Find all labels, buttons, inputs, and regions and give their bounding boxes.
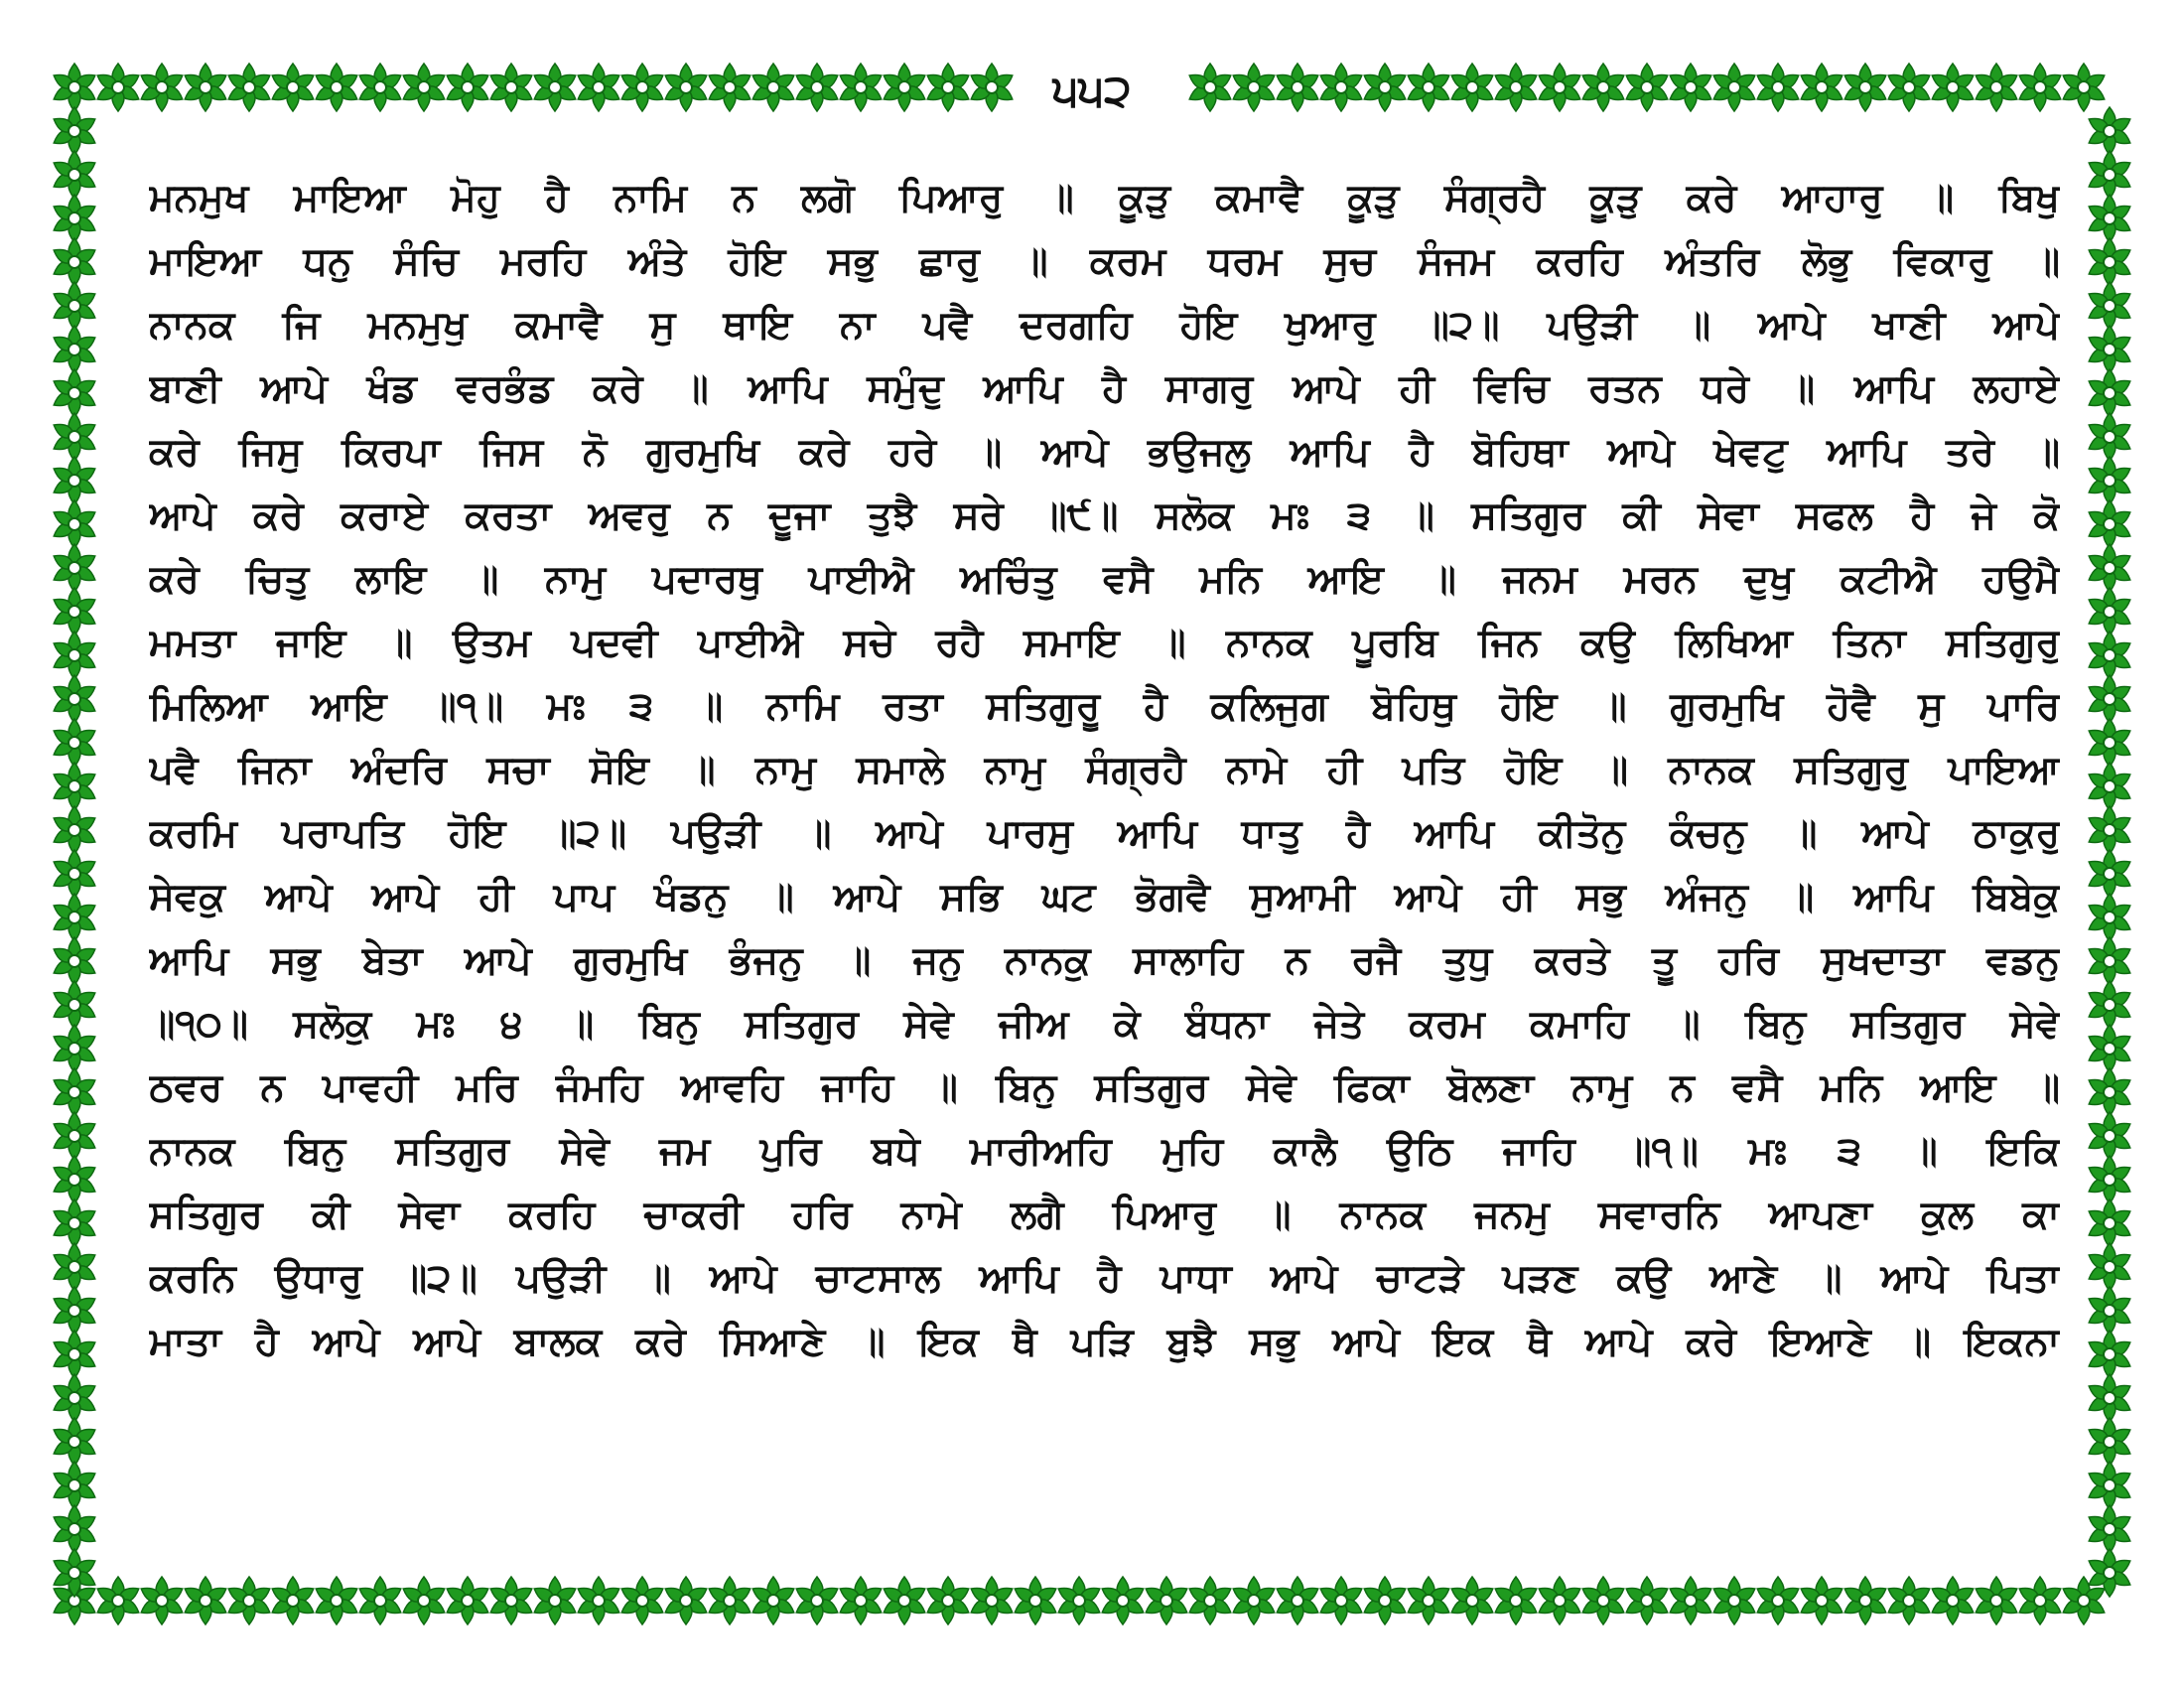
flower-icon [51,282,98,330]
flower-icon [313,1577,360,1624]
flower-icon [487,64,535,111]
flower-icon [2086,500,2133,548]
flower-icon [2086,806,2133,854]
flower-icon [750,1577,797,1624]
flower-icon [1885,1577,1933,1624]
flower-icon [2086,195,2133,242]
flower-icon [225,64,273,111]
text-line: ਆਪਿ ਸਭੁ ਬੇਤਾ ਆਪੇ ਗੁਰਮੁਖਿ ਭੰਜਨੁ ॥ ਜਨੁ ਨਾਨਕੁ ਸਾਲਾਹਿ ਨ ਰਜੈ ਤੁਧੁ ਕਰਤੇ ਤੂ ਹਰਿ ਸੁਖਦਾਤਾ ਵਡਨੁ [149,938,2060,983]
text-line: ਨਾਨਕ ਬਿਨੁ ਸਤਿਗੁਰ ਸੇਵੇ ਜਮ ਪੁਰਿ ਬਧੇ ਮਾਰੀਅਹਿ ਮੁਹਿ ਕਾਲੈ ਉਠਿ ਜਾਹਿ ॥੧॥ ਮਃ ੩ ॥ ਇਕਿ [149,1129,2060,1174]
flower-icon [575,64,622,111]
flower-icon [2086,850,2133,898]
flower-icon [2086,981,2133,1029]
flower-icon [837,1577,885,1624]
flower-icon [1667,1577,1714,1624]
flower-icon [1317,64,1365,111]
flower-icon [1186,1577,1234,1624]
flower-icon [1012,1577,1059,1624]
flower-icon [51,1331,98,1378]
flower-icon [2086,1243,2133,1291]
text-line: ਮਾਇਆ ਧਨੁ ਸੰਚਿ ਮਰਹਿ ਅੰਤੇ ਹੋਇ ਸਭੁ ਛਾਰੁ ॥ ਕਰਮ ਧਰਮ ਸੁਚ ਸੰਜਮ ਕਰਹਿ ਅੰਤਰਿ ਲੋਭੁ ਵਿਕਾਰੁ ॥ [149,239,2060,284]
flower-icon [1754,1577,1802,1624]
flower-icon [51,675,98,723]
flower-icon [51,937,98,985]
flower-icon [924,64,972,111]
flower-icon [51,850,98,898]
text-line: ਪਵੈ ਜਿਨਾ ਅੰਦਰਿ ਸਚਾ ਸੋਇ ॥ ਨਾਮੁ ਸਮਾਲੇ ਨਾਮੁ ਸੰਗ੍ਰਹੈ ਨਾਮੇ ਹੀ ਪਤਿ ਹੋਇ ॥ ਨਾਨਕ ਸਤਿਗੁਰੁ ਪਾਇਆ [149,748,2060,792]
flower-icon [2086,675,2133,723]
flower-icon [968,1577,1016,1624]
text-line: ਕਰਮਿ ਪਰਾਪਤਿ ਹੋਇ ॥੨॥ ਪਉੜੀ ॥ ਆਪੇ ਪਾਰਸੁ ਆਪਿ ਧਾਤੁ ਹੈ ਆਪਿ ਕੀਤੋਨੁ ਕੰਚਨੁ ॥ ਆਪੇ ਠਾਕੁਰੁ [149,811,2060,856]
flower-icon [51,894,98,941]
flower-icon [2086,1287,2133,1335]
flower-icon [1667,64,1714,111]
flower-icon [51,195,98,242]
flower-icon [51,719,98,767]
flower-icon [444,1577,491,1624]
flower-icon [2086,544,2133,592]
flower-icon [1929,1577,1977,1624]
flower-icon [269,1577,317,1624]
flower-icon [1274,64,1321,111]
flower-icon [138,1577,186,1624]
flower-icon [51,632,98,679]
flower-icon [531,1577,579,1624]
flower-icon [1274,1577,1321,1624]
flower-icon [706,64,753,111]
flower-icon [1361,64,1409,111]
flower-icon [2086,282,2133,330]
flower-icon [1710,64,1758,111]
flower-icon [618,64,666,111]
flower-icon [269,64,317,111]
flower-icon [1143,1577,1190,1624]
flower-icon [1230,1577,1278,1624]
flower-icon [94,1577,142,1624]
flower-icon [618,1577,666,1624]
flower-icon [1973,64,2020,111]
flower-icon [356,1577,404,1624]
page-number: ੫੫੨ [1052,66,1132,116]
flower-icon [1317,1577,1365,1624]
text-line: ਬਾਣੀ ਆਪੇ ਖੰਡ ਵਰਭੰਡ ਕਰੇ ॥ ਆਪਿ ਸਮੁੰਦੁ ਆਪਿ ਹੈ ਸਾਗਰੁ ਆਪੇ ਹੀ ਵਿਚਿ ਰਤਨ ਧਰੇ ॥ ਆਪਿ ਲਹਾਏ [149,366,2060,411]
flower-icon [1842,64,1889,111]
flower-icon [51,107,98,155]
flower-icon [356,64,404,111]
flower-icon [51,544,98,592]
flower-icon [2086,1418,2133,1466]
flower-icon [1492,1577,1540,1624]
flower-icon [2086,588,2133,635]
flower-icon [1973,1577,2020,1624]
flower-icon [793,1577,841,1624]
flower-icon [706,1577,753,1624]
flower-icon [2086,1505,2133,1553]
flower-icon [313,64,360,111]
flower-icon [2086,763,2133,810]
flower-icon [1361,1577,1409,1624]
flower-icon [444,64,491,111]
flower-icon [1798,64,1845,111]
flower-icon [1929,64,1977,111]
flower-icon [1579,64,1627,111]
flower-icon [1623,64,1671,111]
flower-icon [2086,894,2133,941]
flower-icon [182,1577,229,1624]
flower-icon [1492,64,1540,111]
flower-icon [182,64,229,111]
flower-icon [1405,64,1452,111]
flower-icon [51,1374,98,1422]
flower-icon [750,64,797,111]
flower-icon [51,326,98,373]
flower-icon [2086,632,2133,679]
text-line: ਮਮਤਾ ਜਾਇ ॥ ਉਤਮ ਪਦਵੀ ਪਾਈਐ ਸਚੇ ਰਹੈ ਸਮਾਇ ॥ ਨਾਨਕ ਪੂਰਬਿ ਜਿਨ ਕਉ ਲਿਖਿਆ ਤਿਨਾ ਸਤਿਗੁਰੁ [149,621,2060,665]
flower-icon [51,1418,98,1466]
flower-icon [51,413,98,461]
flower-icon [51,1068,98,1116]
flower-icon [1579,1577,1627,1624]
flower-icon [2086,107,2133,155]
flower-icon [400,1577,448,1624]
text-line: ॥੧੦॥ ਸਲੋਕੁ ਮਃ ੪ ॥ ਬਿਨੁ ਸਤਿਗੁਰ ਸੇਵੇ ਜੀਅ ਕੇ ਬੰਧਨਾ ਜੇਤੇ ਕਰਮ ਕਮਾਹਿ ॥ ਬਿਨੁ ਸਤਿਗੁਰ ਸੇਵੇ [149,1002,2060,1047]
flower-icon [1405,1577,1452,1624]
flower-icon [2086,1025,2133,1072]
flower-icon [1536,64,1583,111]
flower-icon [1230,64,1278,111]
text-line: ਮਿਲਿਆ ਆਇ ॥੧॥ ਮਃ ੩ ॥ ਨਾਮਿ ਰਤਾ ਸਤਿਗੁਰੂ ਹੈ ਕਲਿਜੁਗ ਬੋਹਿਥੁ ਹੋਇ ॥ ਗੁਰਮੁਖਿ ਹੋਵੈ ਸੁ ਪਾਰਿ [149,684,2060,729]
text-line: ਕਰੇ ਚਿਤੁ ਲਾਇ ॥ ਨਾਮੁ ਪਦਾਰਥੁ ਪਾਈਐ ਅਚਿੰਤੁ ਵਸੈ ਮਨਿ ਆਇ ॥ ਜਨਮ ਮਰਨ ਦੁਖੁ ਕਟੀਐ ਹਉਮੈ [149,557,2060,602]
flower-icon [662,64,710,111]
flower-icon [2086,1068,2133,1116]
flower-icon [2086,1112,2133,1160]
text-line: ਮਨਮੁਖ ਮਾਇਆ ਮੋਹੁ ਹੈ ਨਾਮਿ ਨ ਲਗੋ ਪਿਆਰੁ ॥ ਕੂੜੁ ਕਮਾਵੈ ਕੂੜੁ ਸੰਗ੍ਰਹੈ ਕੂੜੁ ਕਰੇ ਆਹਾਰੁ ॥ ਬਿਖੁ [149,176,2060,220]
flower-icon [2086,151,2133,199]
flower-icon [487,1577,535,1624]
flower-icon [51,151,98,199]
flower-icon [1842,1577,1889,1624]
flower-icon [2060,64,2108,111]
flower-icon [2086,413,2133,461]
flower-icon [1448,1577,1496,1624]
flower-icon [793,64,841,111]
flower-icon [1055,1577,1103,1624]
flower-icon [924,1577,972,1624]
text-line: ਸੇਵਕੁ ਆਪੇ ਆਪੇ ਹੀ ਪਾਪ ਖੰਡਨੁ ॥ ਆਪੇ ਸਭਿ ਘਟ ਭੋਗਵੈ ਸੁਆਮੀ ਆਪੇ ਹੀ ਸਭੁ ਅੰਜਨੁ ॥ ਆਪਿ ਬਿਬੇਕੁ [149,875,2060,919]
flower-icon [51,369,98,417]
flower-icon [1099,1577,1147,1624]
flower-icon [2086,238,2133,286]
flower-icon [2086,937,2133,985]
text-line: ਨਾਨਕ ਜਿ ਮਨਮੁਖੁ ਕਮਾਵੈ ਸੁ ਥਾਇ ਨਾ ਪਵੈ ਦਰਗਹਿ ਹੋਇ ਖੁਆਰੁ ॥੨॥ ਪਉੜੀ ॥ ਆਪੇ ਖਾਣੀ ਆਪੇ [149,303,2060,348]
text-line: ਆਪੇ ਕਰੇ ਕਰਾਏ ਕਰਤਾ ਅਵਰੁ ਨ ਦੂਜਾ ਤੁਝੈ ਸਰੇ ॥੯॥ ਸਲੋਕ ਮਃ ੩ ॥ ਸਤਿਗੁਰ ਕੀ ਸੇਵਾ ਸਫਲ ਹੈ ਜੇ ਕੋ [149,493,2060,538]
flower-icon [51,1243,98,1291]
flower-icon [1710,1577,1758,1624]
flower-icon [881,64,928,111]
flower-icon [2016,1577,2064,1624]
flower-icon [51,238,98,286]
flower-icon [51,1462,98,1509]
flower-icon [51,588,98,635]
flower-icon [51,500,98,548]
flower-icon [2086,719,2133,767]
flower-icon [225,1577,273,1624]
flower-icon [1798,1577,1845,1624]
flower-icon [2016,64,2064,111]
flower-icon [51,1112,98,1160]
flower-icon [837,64,885,111]
flower-icon [51,806,98,854]
flower-icon [2086,1331,2133,1378]
flower-icon [2086,1199,2133,1247]
flower-icon [575,1577,622,1624]
flower-icon [51,1199,98,1247]
flower-icon [94,64,142,111]
flower-icon [400,64,448,111]
text-line: ਕਰਨਿ ਉਧਾਰੁ ॥੨॥ ਪਉੜੀ ॥ ਆਪੇ ਚਾਟਸਾਲ ਆਪਿ ਹੈ ਪਾਧਾ ਆਪੇ ਚਾਟੜੇ ਪੜਣ ਕਉ ਆਣੇ ॥ ਆਪੇ ਪਿਤਾ [149,1256,2060,1301]
flower-icon [1623,1577,1671,1624]
flower-icon [51,1025,98,1072]
flower-icon [2086,369,2133,417]
text-body [149,167,2060,1374]
flower-icon [51,64,98,111]
flower-icon [2086,457,2133,504]
flower-icon [2086,1462,2133,1509]
flower-icon [2086,326,2133,373]
flower-icon [2086,1374,2133,1422]
flower-icon [51,763,98,810]
flower-icon [51,457,98,504]
text-line: ਕਰੇ ਜਿਸੁ ਕਿਰਪਾ ਜਿਸ ਨੋ ਗੁਰਮੁਖਿ ਕਰੇ ਹਰੇ ॥ ਆਪੇ ਭਉਜਲੁ ਆਪਿ ਹੈ ਬੋਹਿਥਾ ਆਪੇ ਖੇਵਟੁ ਆਪਿ ਤਰੇ ॥ [149,430,2060,475]
flower-icon [2086,1156,2133,1203]
flower-icon [138,64,186,111]
flower-icon [1448,64,1496,111]
flower-icon [1186,64,1234,111]
text-line: ਸਤਿਗੁਰ ਕੀ ਸੇਵਾ ਕਰਹਿ ਚਾਕਰੀ ਹਰਿ ਨਾਮੇ ਲਗੈ ਪਿਆਰੁ ॥ ਨਾਨਕ ਜਨਮੁ ਸਵਾਰਨਿ ਆਪਣਾ ਕੁਲ ਕਾ [149,1193,2060,1237]
flower-icon [1885,64,1933,111]
flower-icon [662,1577,710,1624]
flower-icon [531,64,579,111]
flower-icon [1754,64,1802,111]
flower-icon [881,1577,928,1624]
flower-icon [51,1287,98,1335]
flower-icon [1536,1577,1583,1624]
flower-icon [51,1505,98,1553]
text-line: ਠਵਰ ਨ ਪਾਵਹੀ ਮਰਿ ਜੰਮਹਿ ਆਵਹਿ ਜਾਹਿ ॥ ਬਿਨੁ ਸਤਿਗੁਰ ਸੇਵੇ ਫਿਕਾ ਬੋਲਣਾ ਨਾਮੁ ਨ ਵਸੈ ਮਨਿ ਆਇ ॥ [149,1065,2060,1110]
flower-icon [51,981,98,1029]
flower-icon [51,1156,98,1203]
text-line: ਮਾਤਾ ਹੈ ਆਪੇ ਆਪੇ ਬਾਲਕ ਕਰੇ ਸਿਆਣੇ ॥ ਇਕ ਥੈ ਪੜਿ ਬੁਝੈ ਸਭੁ ਆਪੇ ਇਕ ਥੈ ਆਪੇ ਕਰੇ ਇਆਣੇ ॥ ਇਕਨਾ [149,1320,2060,1364]
